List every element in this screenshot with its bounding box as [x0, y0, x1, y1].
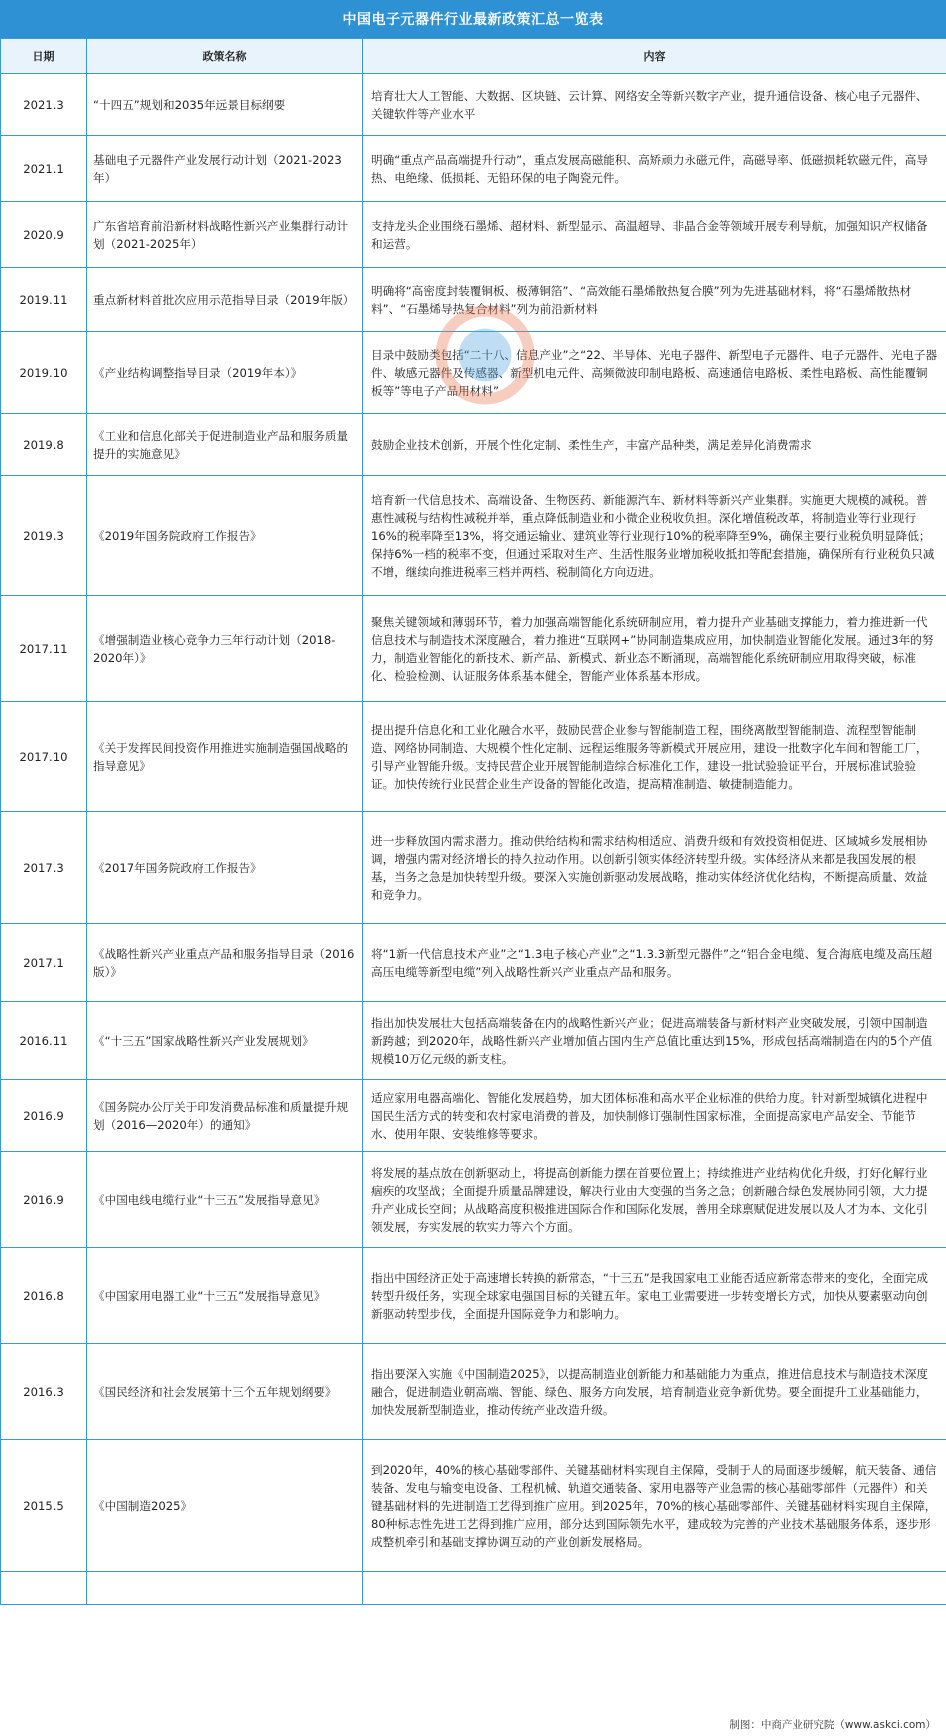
empty-cell: [1, 1572, 87, 1605]
table-row: [1, 136, 946, 202]
row-policy-name: 《国民经济和社会发展第十三个五年规划纲要》: [87, 1344, 363, 1440]
table-row: [1, 1344, 946, 1440]
row-policy-name: 《“十三五”国家战略性新兴产业发展规划》: [87, 1002, 363, 1080]
table-row: [1, 1080, 946, 1152]
row-policy-name: 《工业和信息化部关于促进制造业产品和服务质量提升的实施意见》: [87, 414, 363, 476]
row-policy-name: 《2017年国务院政府工作报告》: [87, 812, 363, 924]
header-name: 政策名称: [87, 39, 363, 74]
row-date: 2017.1: [1, 924, 87, 1002]
row-policy-name: 《中国家用电器工业“十三五”发展指导意见》: [87, 1248, 363, 1344]
table-title: 中国电子元器件行业最新政策汇总一览表: [0, 0, 946, 38]
table-row: [1, 476, 946, 596]
empty-cell: [363, 1572, 946, 1605]
row-policy-name: 重点新材料首批次应用示范指导目录（2019年版）: [87, 268, 363, 332]
table-row: [1, 1440, 946, 1572]
empty-row: [1, 1572, 946, 1605]
row-policy-name: 基础电子元器件产业发展行动计划（2021-2023年）: [87, 136, 363, 202]
row-content: 指出中国经济正处于高速增长转换的新常态，“十三五”是我国家电工业能否适应新常态带来的变化，全面完成转型升级任务，实现全球家电强国目标的关键五年。家电工业需要进一步转变增长方式，加快从要素驱动向创新驱动转型步伐，全面提升国际竞争力和影响力。: [363, 1248, 946, 1344]
row-date: 2016.8: [1, 1248, 87, 1344]
header-date: 日期: [1, 39, 87, 74]
row-content: 提出提升信息化和工业化融合水平，鼓励民营企业参与智能制造工程，围绕离散型智能制造、流程型智能制造、网络协同制造、大规模个性化定制、远程运维服务等新模式开展应用，建设一批数字化车间和智能工厂，引导产业智能升级。支持民营企业开展智能制造综合标准化工作，建设一批试验验证平台，开展标准试验验证。加快传统行业民营企业生产设备的智能化改造，提高精准制造、敏捷制造能力。: [363, 702, 946, 812]
row-content: 指出加快发展壮大包括高端装备在内的战略性新兴产业；促进高端装备与新材料产业突破发展，引领中国制造新跨越；到2020年，战略性新兴产业增加值占国内生产总值比重达到15%，形成包括高端制造在内的5个产值规模10万亿元级的新支柱。: [363, 1002, 946, 1080]
header-content: 内容: [363, 39, 946, 74]
row-date: 2020.9: [1, 202, 87, 268]
row-content: 到2020年，40%的核心基础零部件、关键基础材料实现自主保障，受制于人的局面逐步缓解，航天装备、通信装备、发电与输变电设备、工程机械、轨道交通装备、家用电器等产业急需的核心基础零部件（元器件）和关键基础材料的先进制造工艺得到推广应用。到2025年，70%的核心基础零部件、关键基础材料实现自主保障，80种标志性先进工艺得到推广应用，部分达到国际领先水平，建成较为完善的产业技术基础服务体系，逐步形成整机牵引和基础支撑协调互动的产业创新发展格局。: [363, 1440, 946, 1572]
row-policy-name: 《2019年国务院政府工作报告》: [87, 476, 363, 596]
table-row: [1, 1152, 946, 1248]
row-content: 培育壮大人工智能、大数据、区块链、云计算、网络安全等新兴数字产业，提升通信设备、核心电子元器件、关键软件等产业水平: [363, 74, 946, 136]
row-content: 鼓励企业技术创新，开展个性化定制、柔性生产，丰富产品种类，满足差异化消费需求: [363, 414, 946, 476]
table-row: [1, 414, 946, 476]
table-row: [1, 202, 946, 268]
row-content: 进一步释放国内需求潜力。推动供给结构和需求结构相适应、消费升级和有效投资相促进、区域城乡发展相协调，增强内需对经济增长的持久拉动作用。以创新引领实体经济转型升级。实体经济从来都是我国发展的根基，当务之急是加快转型升级。要深入实施创新驱动发展战略，推动实体经济优化结构，不断提高质量、效益和竞争力。: [363, 812, 946, 924]
table-row: [1, 596, 946, 702]
row-date: 2016.3: [1, 1344, 87, 1440]
table-row: [1, 74, 946, 136]
row-date: 2019.8: [1, 414, 87, 476]
table-row: [1, 924, 946, 1002]
row-date: 2019.3: [1, 476, 87, 596]
table-row: [1, 812, 946, 924]
row-content: 目录中鼓励类包括“二十八、信息产业”之“22、半导体、光电子器件、新型电子元器件、电子元器件、光电子器件、敏感元器件及传感器、新型机电元件、高频微波印制电路板、高速通信电路板、柔性电路板、高性能覆铜板等”等电子产品用材料”: [363, 332, 946, 414]
row-content: 培育新一代信息技术、高端设备、生物医药、新能源汽车、新材料等新兴产业集群。实施更大规模的减税。普惠性减税与结构性减税并举，重点降低制造业和小微企业税收负担。深化增值税改革，将制造业等行业现行16%的税率降至13%，将交通运输业、建筑业等行业现行10%的税率降至9%，确保主要行业税负明显降低；保持6%一档的税率不变，但通过采取对生产、生活性服务业增加税收抵扣等配套措施，确保所有行业税负只减不增，继续向推进税率三档并两档、税制简化方向迈进。: [363, 476, 946, 596]
table-body: [1, 74, 946, 1605]
row-date: 2016.9: [1, 1152, 87, 1248]
table-row: [1, 702, 946, 812]
header-row: [1, 39, 946, 74]
row-content: 支持龙头企业围绕石墨烯、超材料、新型显示、高温超导、非晶合金等领域开展专利导航，加强知识产权储备和运营。: [363, 202, 946, 268]
row-content: 将发展的基点放在创新驱动上，将提高创新能力摆在首要位置上；持续推进产业结构优化升级，打好化解行业痼疾的攻坚战；全面提升质量品牌建设，解决行业由大变强的当务之急；创新融合绿色发展协同引领，大力提升产业成长空间；从战略高度积极推进国际合作和国际化发展，善用全球禀赋促进发展以及人才为本、文化引领发展，夯实发展的软实力等六个方面。: [363, 1152, 946, 1248]
row-policy-name: 《增强制造业核心竞争力三年行动计划（2018-2020年）》: [87, 596, 363, 702]
table-row: [1, 332, 946, 414]
row-date: 2016.9: [1, 1080, 87, 1152]
row-date: 2015.5: [1, 1440, 87, 1572]
row-policy-name: 《国务院办公厅关于印发消费品标准和质量提升规划（2016—2020年）的通知》: [87, 1080, 363, 1152]
row-date: 2019.11: [1, 268, 87, 332]
row-policy-name: 《战略性新兴产业重点产品和服务指导目录（2016版）》: [87, 924, 363, 1002]
row-policy-name: 《关于发挥民间投资作用推进实施制造强国战略的指导意见》: [87, 702, 363, 812]
row-content: 指出要深入实施《中国制造2025》，以提高制造业创新能力和基础能力为重点，推进信息技术与制造技术深度融合，促进制造业朝高端、智能、绿色、服务方向发展，培育制造业竞争新优势。要全面提升工业基础能力，加快发展新型制造业，推动传统产业改造升级。: [363, 1344, 946, 1440]
row-policy-name: “十四五”规划和2035年远景目标纲要: [87, 74, 363, 136]
row-content: 明确将“高密度封装覆铜板、极薄铜箔”、“高效能石墨烯散热复合膜”列为先进基础材料，将“石墨烯散热材料”、“石墨烯导热复合材料”列为前沿新材料: [363, 268, 946, 332]
row-policy-name: 《中国电线电缆行业“十三五”发展指导意见》: [87, 1152, 363, 1248]
row-date: 2019.10: [1, 332, 87, 414]
row-content: 适应家用电器高端化、智能化发展趋势，加大团体标准和高水平企业标准的供给力度。针对新型城镇化进程中国民生活方式的转变和农村家电消费的普及，加快制修订强制性国家标准，全面提高家电产品安全、节能节水、使用年限、安装维修等要求。: [363, 1080, 946, 1152]
table-row: [1, 268, 946, 332]
table-row: [1, 1248, 946, 1344]
row-date: 2021.3: [1, 74, 87, 136]
row-policy-name: 广东省培育前沿新材料战略性新兴产业集群行动计划（2021-2025年）: [87, 202, 363, 268]
row-policy-name: 《产业结构调整指导目录（2019年本）》: [87, 332, 363, 414]
footer-credit: 制图：中商产业研究院（www.askci.com）: [729, 1719, 936, 1731]
empty-cell: [87, 1572, 363, 1605]
row-date: 2021.1: [1, 136, 87, 202]
row-content: 聚焦关键领域和薄弱环节，着力加强高端智能化系统研制应用，着力提升产业基础支撑能力，着力推进新一代信息技术与制造技术深度融合，着力推进“互联网+”协同制造集成应用，加快制造业智能化发展。通过3年的努力，制造业智能化的新技术、新产品、新模式、新业态不断涌现，高端智能化系统研制应用取得突破，标准化、检验检测、认证服务体系基本健全，智能产业体系基本形成。: [363, 596, 946, 702]
row-date: 2017.10: [1, 702, 87, 812]
table-row: [1, 1002, 946, 1080]
row-policy-name: 《中国制造2025》: [87, 1440, 363, 1572]
row-date: 2017.3: [1, 812, 87, 924]
row-date: 2016.11: [1, 1002, 87, 1080]
row-content: 将“1新一代信息技术产业”之“1.3电子核心产业”之“1.3.3新型元器件”之“铝合金电缆、复合海底电缆及高压超高压电缆等新型电缆”列入战略性新兴产业重点产品和服务。: [363, 924, 946, 1002]
row-content: 明确“重点产品高端提升行动”，重点发展高磁能积、高矫顽力永磁元件，高磁导率、低磁损耗软磁元件，高导热、电绝缘、低损耗、无铅环保的电子陶瓷元件。: [363, 136, 946, 202]
policy-table: [0, 38, 946, 1605]
row-date: 2017.11: [1, 596, 87, 702]
